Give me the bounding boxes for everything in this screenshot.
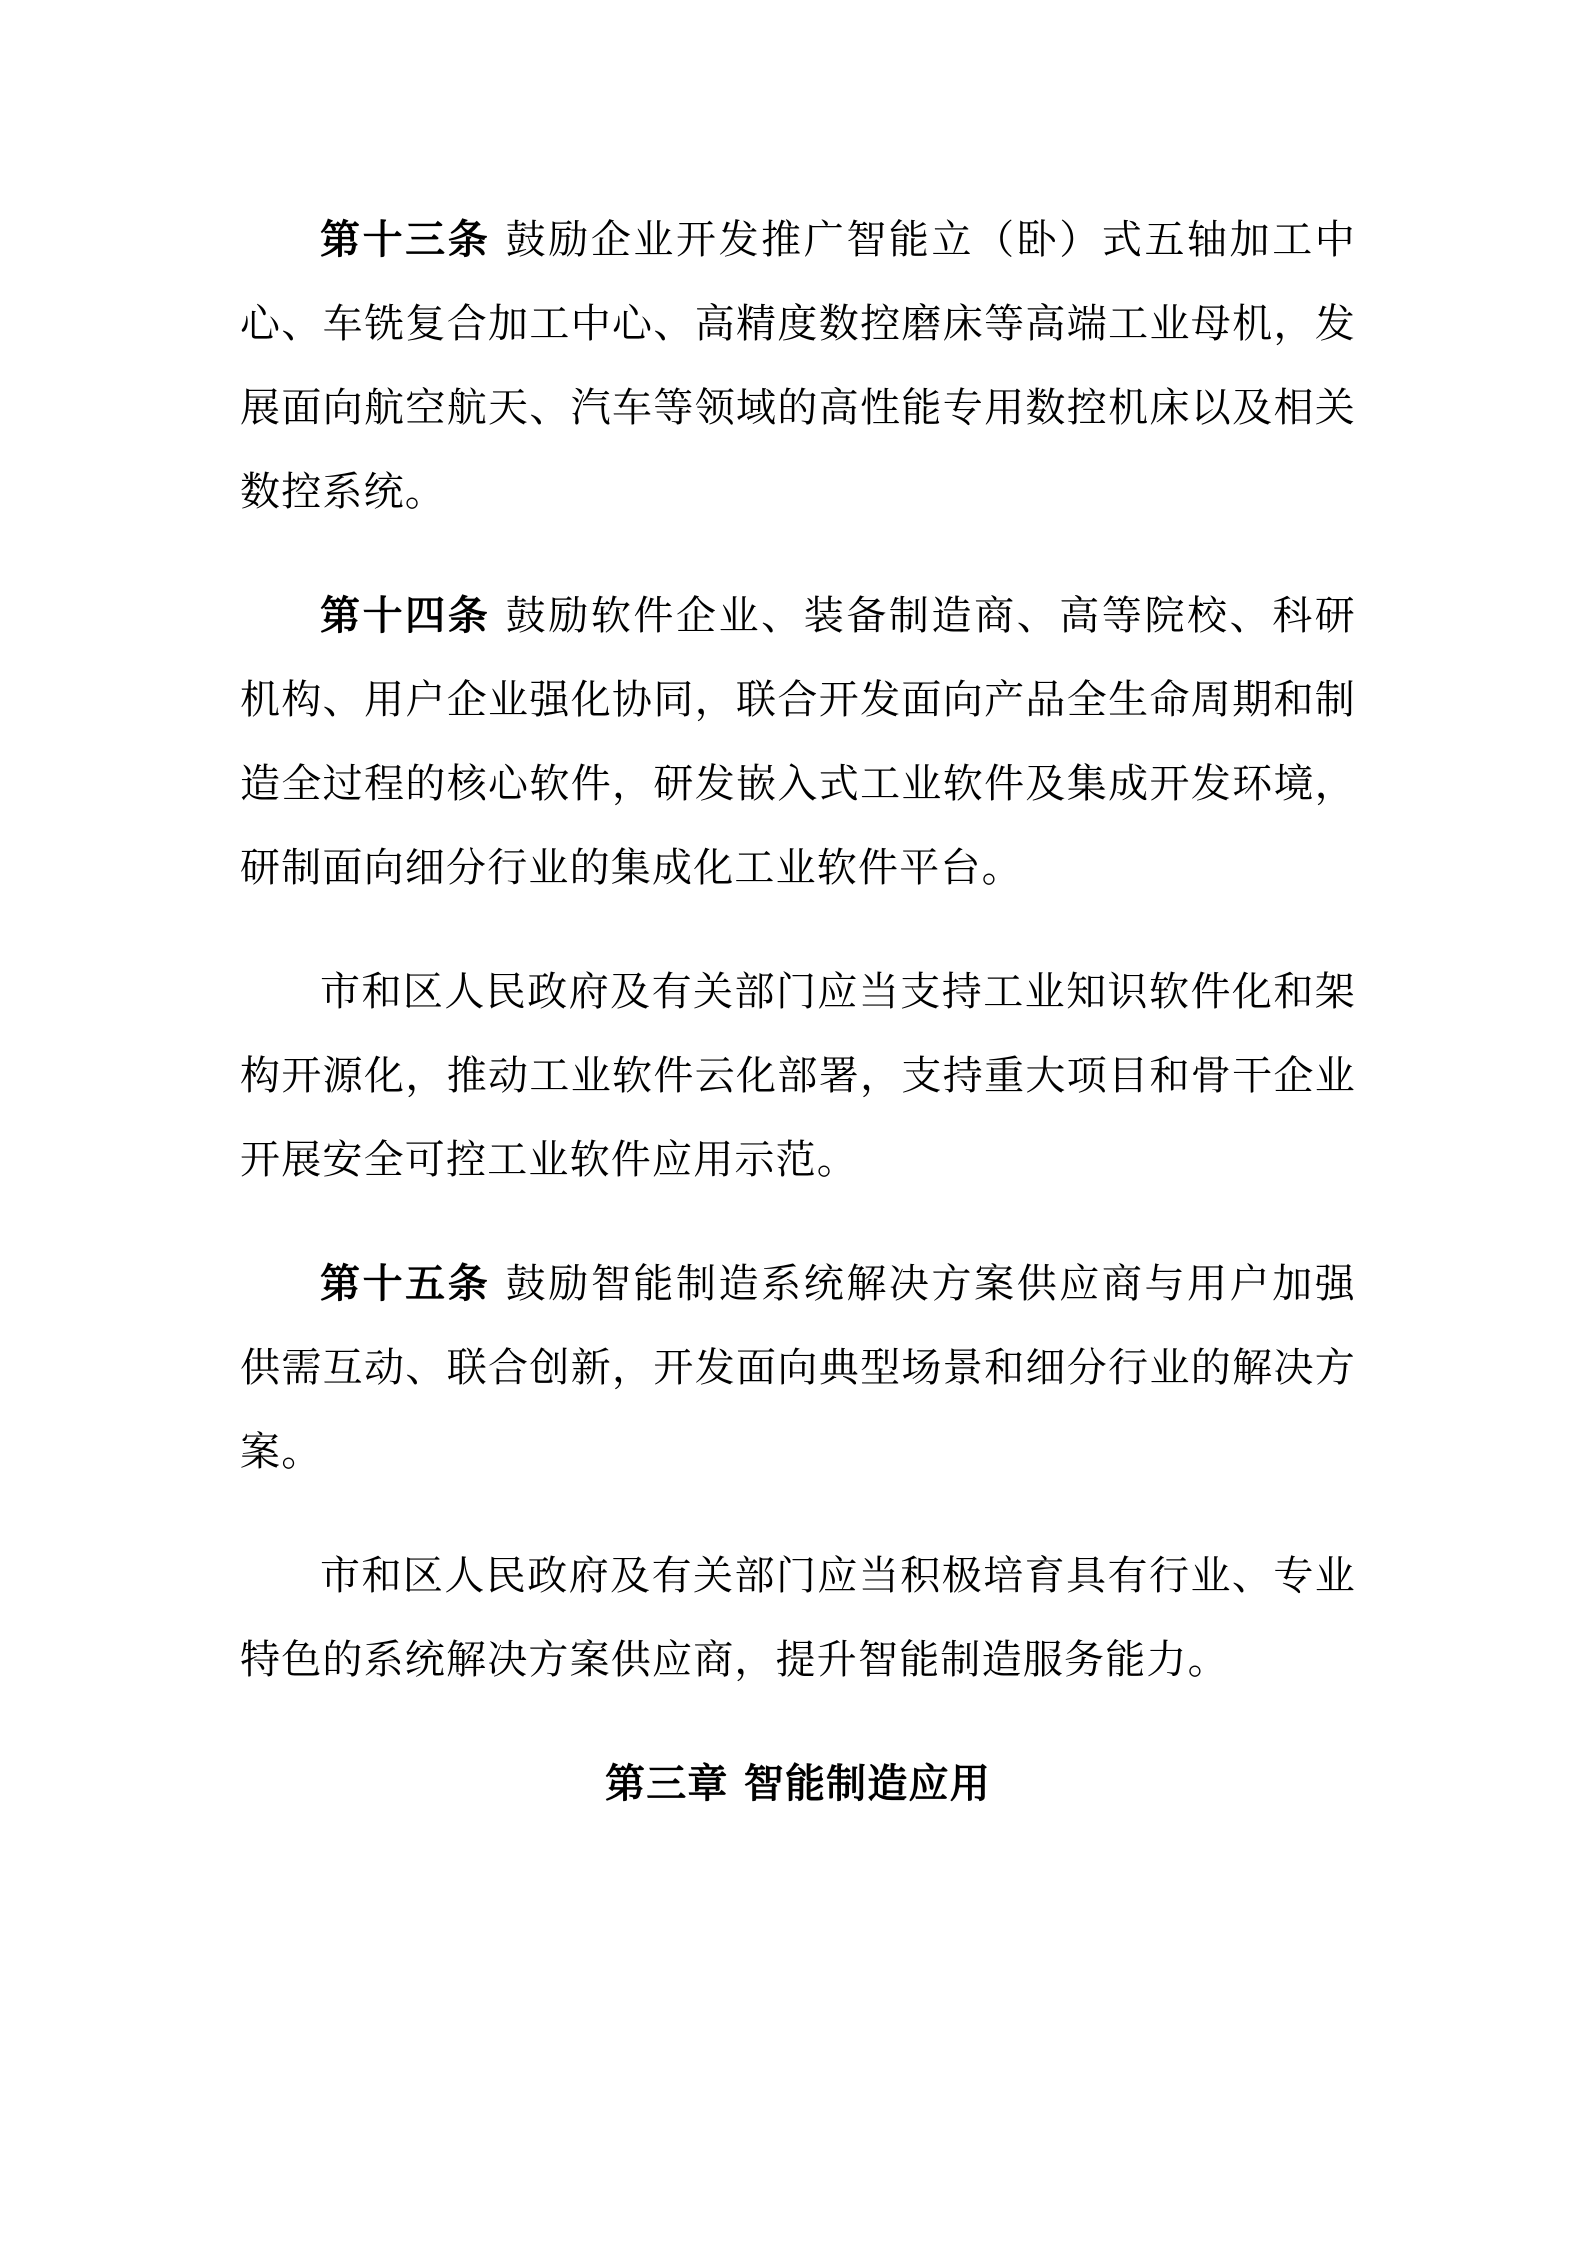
paragraph-text: 市和区人民政府及有关部门应当积极培育具有行业、专业特色的系统解决方案供应商，提升智能制造服务能力。 [240, 1553, 1356, 1683]
article-number: 第十三条 [320, 217, 491, 263]
article-text: 鼓励智能制造系统解决方案供应商与用户加强供需互动、联合创新，开发面向典型场景和细分行业的解决方案。 [240, 1261, 1356, 1475]
chapter-heading: 第三章 智能制造应用 [605, 1761, 991, 1807]
article-14-paragraph [240, 574, 1356, 910]
document-page [240, 198, 1356, 1826]
paragraph-text: 市和区人民政府及有关部门应当支持工业知识软件化和架构开源化，推动工业软件云化部署，支持重大项目和骨干企业开展安全可控工业软件应用示范。 [240, 969, 1356, 1183]
article-13-paragraph [240, 198, 1356, 534]
article-number: 第十四条 [320, 593, 491, 639]
article-number: 第十五条 [320, 1261, 491, 1307]
article-15-clause-2-paragraph [240, 1534, 1356, 1702]
article-15-paragraph [240, 1242, 1356, 1494]
article-text: 鼓励软件企业、装备制造商、高等院校、科研机构、用户企业强化协同，联合开发面向产品全生命周期和制造全过程的核心软件，研发嵌入式工业软件及集成开发环境，研制面向细分行业的集成化工业软件平台。 [240, 593, 1356, 891]
article-14-clause-2-paragraph [240, 950, 1356, 1202]
article-text: 鼓励企业开发推广智能立（卧）式五轴加工中心、车铣复合加工中心、高精度数控磨床等高端工业母机，发展面向航空航天、汽车等领域的高性能专用数控机床以及相关数控系统。 [240, 217, 1356, 515]
